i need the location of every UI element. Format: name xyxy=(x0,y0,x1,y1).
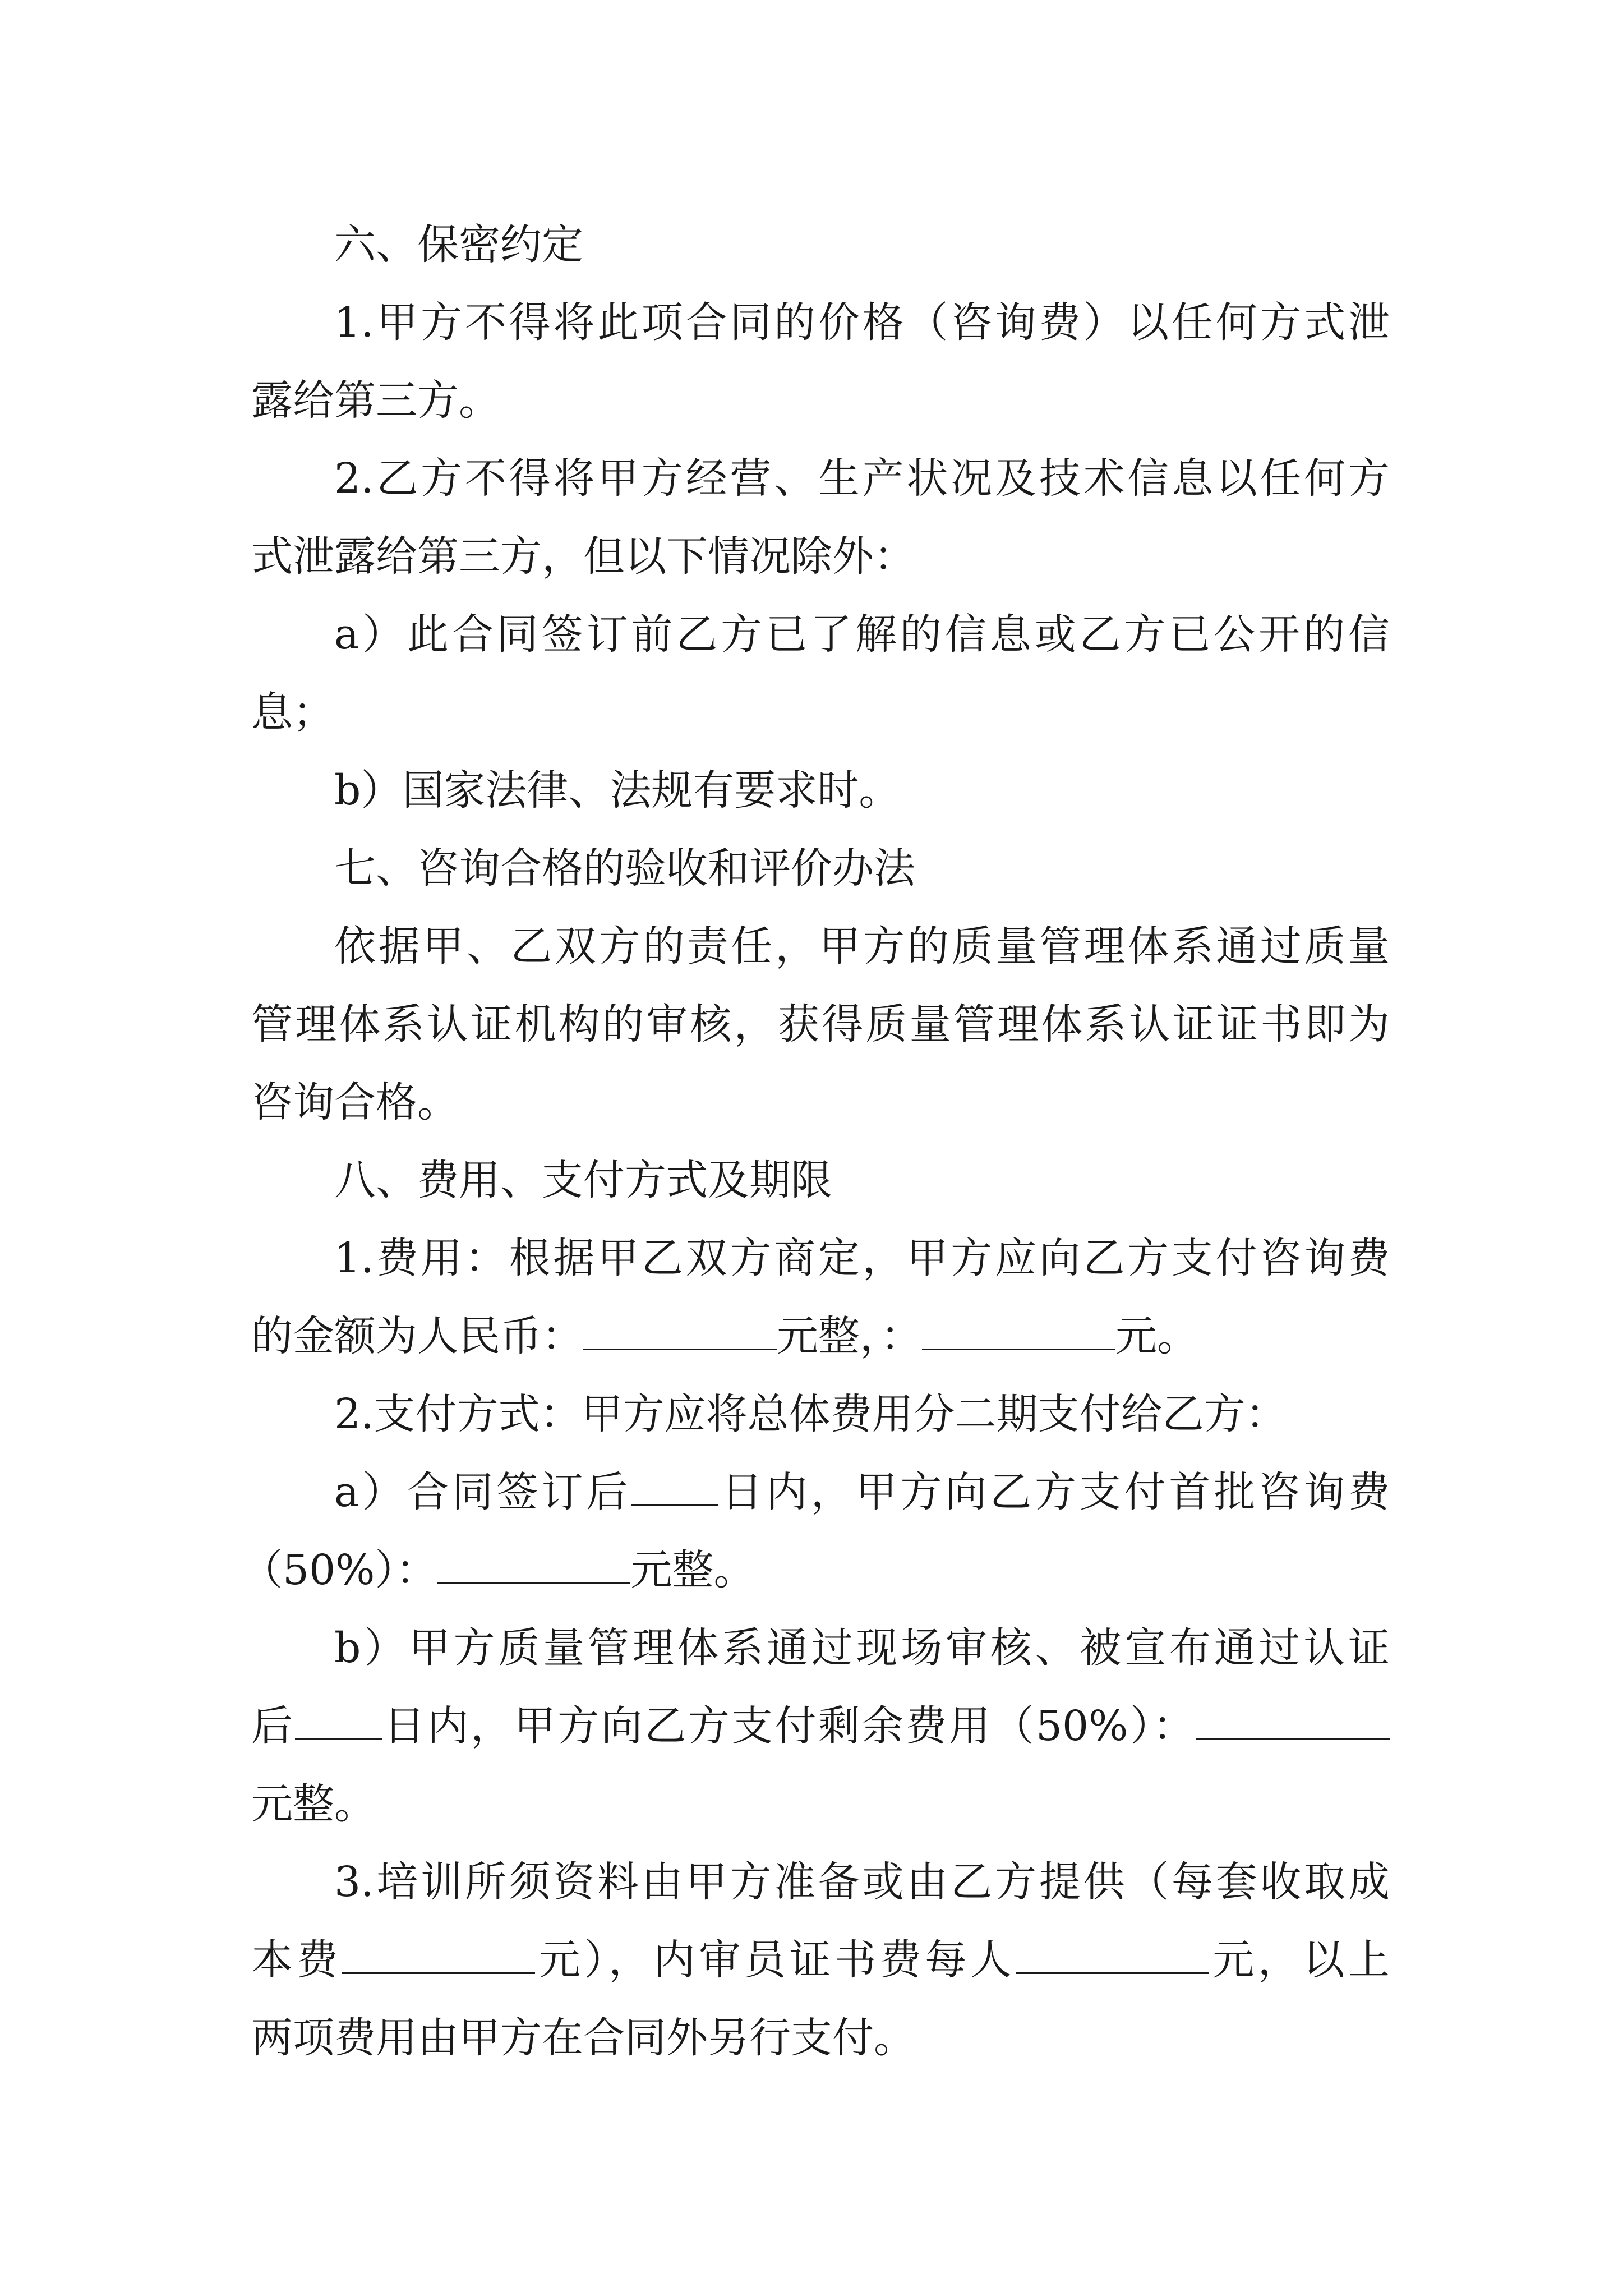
section-8-item-b-line-1: b）甲方质量管理体系通过现场审核、被宣布通过认证 xyxy=(334,1624,1390,1672)
section-8-item-3-line-1: 3.培训所须资料由甲方准备或由乙方提供（每套收取成 xyxy=(334,1858,1390,1906)
section-6-item-2-line-2: 式泄露给第三方，但以下情况除外： xyxy=(251,532,915,581)
section-8-item-3-line-3: 两项费用由甲方在合同外另行支付。 xyxy=(251,2014,915,2062)
remaining-payment-amount-blank[interactable] xyxy=(1196,1703,1390,1740)
amount-words-blank[interactable] xyxy=(583,1313,777,1350)
section-6-item-a-line-1: a）此合同签订前乙方已了解的信息或乙方已公开的信 xyxy=(334,610,1390,659)
first-payment-suffix: 元整。 xyxy=(630,1546,755,1594)
section-6-item-1-line-2: 露给第三方。 xyxy=(251,376,500,425)
section-8-item-a-line-2 xyxy=(241,1531,1380,1609)
remaining-payment-text: 日内，甲方向乙方支付剩余费用（50%）： xyxy=(381,1702,1196,1750)
first-payment-days-blank[interactable] xyxy=(631,1469,718,1506)
remaining-payment-days-blank[interactable] xyxy=(295,1703,382,1740)
section-6-heading: 六、保密约定 xyxy=(334,220,583,269)
section-8-item-a-line-1 xyxy=(334,1453,1390,1531)
section-7-para-line-2: 管理体系认证机构的审核，获得质量管理体系认证证书即为 xyxy=(251,1000,1390,1048)
section-8-item-b-line-2 xyxy=(251,1687,1390,1765)
section-8-heading: 八、费用、支付方式及期限 xyxy=(334,1156,832,1204)
amount-label: 的金额为人民币： xyxy=(251,1312,583,1360)
section-6-item-b: b）国家法律、法规有要求时。 xyxy=(334,766,901,815)
certificate-fee-label: 元），内审员证书费每人 xyxy=(535,1936,1016,1984)
material-fee-label: 本费 xyxy=(251,1936,342,1984)
section-7-para-line-3: 咨询合格。 xyxy=(251,1078,459,1126)
section-8-item-3-line-2 xyxy=(251,1921,1390,1999)
section-7-para-line-1: 依据甲、乙双方的责任，甲方的质量管理体系通过质量 xyxy=(334,922,1390,970)
amount-figures-blank[interactable] xyxy=(922,1313,1115,1350)
amount-figures-suffix: 元。 xyxy=(1115,1312,1198,1360)
remaining-payment-prefix: 后 xyxy=(251,1702,295,1750)
certificate-fee-blank[interactable] xyxy=(1016,1936,1209,1974)
section-6-item-a-line-2: 息； xyxy=(251,688,334,737)
section-8-item-b-line-3: 元整。 xyxy=(251,1780,376,1828)
certificate-fee-suffix: 元，以上 xyxy=(1209,1936,1390,1984)
section-7-heading: 七、咨询合格的验收和评价办法 xyxy=(334,844,915,892)
amount-words-suffix: 元整，： xyxy=(777,1312,922,1360)
section-6-item-1-line-1: 1.甲方不得将此项合同的价格（咨询费）以任何方式泄 xyxy=(334,298,1390,347)
first-payment-amount-blank[interactable] xyxy=(437,1547,630,1584)
section-8-item-1-line-1: 1.费用：根据甲乙双方商定，甲方应向乙方支付咨询费 xyxy=(334,1234,1390,1282)
section-8-item-1-line-2 xyxy=(251,1297,1390,1375)
section-6-item-2-line-1: 2.乙方不得将甲方经营、生产状况及技术信息以任何方 xyxy=(334,454,1390,503)
material-fee-blank[interactable] xyxy=(342,1936,535,1974)
section-8-item-2: 2.支付方式：甲方应将总体费用分二期支付给乙方： xyxy=(334,1390,1287,1438)
first-payment-percent: （50%）： xyxy=(241,1546,437,1594)
first-payment-text: 日内，甲方向乙方支付首批咨询费 xyxy=(718,1468,1390,1516)
first-payment-prefix: a）合同签订后 xyxy=(334,1468,631,1516)
